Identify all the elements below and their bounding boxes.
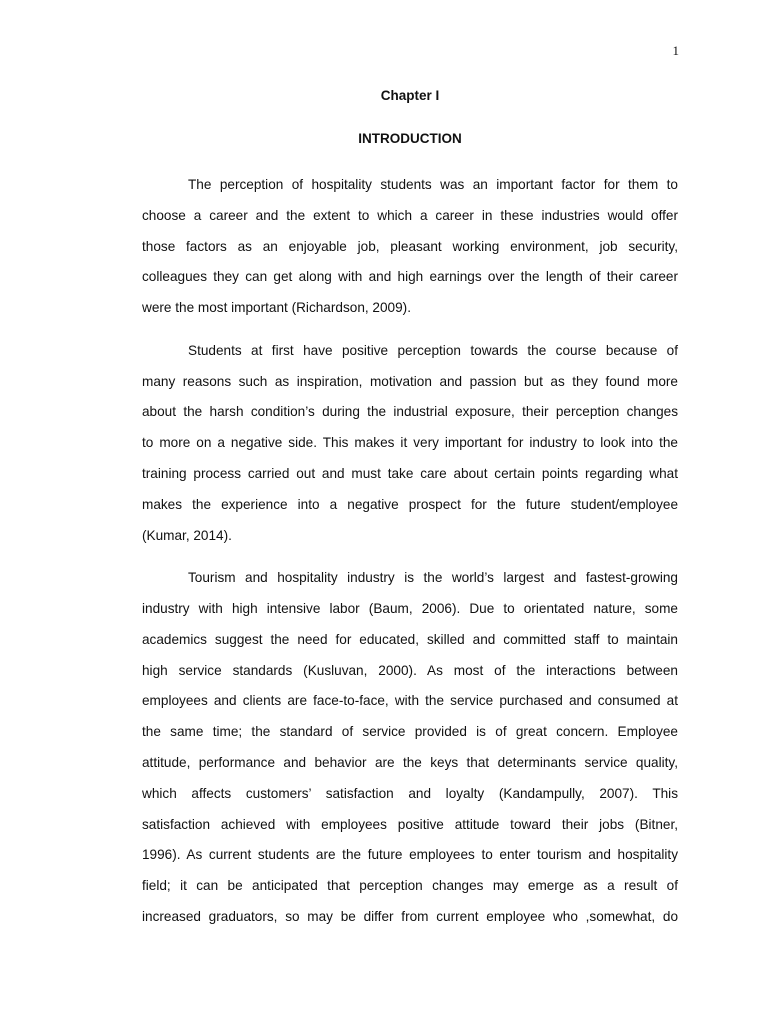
paragraph-line: academics suggest the need for educated, skilled and committed staff to maintain xyxy=(142,631,678,647)
paragraph-line: employees and clients are face-to-face, with the service purchased and consumed at xyxy=(142,693,678,709)
paragraph-line: attitude, performance and behavior are the keys that determinants service quality, xyxy=(142,754,678,770)
paragraph-line: makes the experience into a negative prospect for the future student/employee xyxy=(142,496,678,512)
paragraph-line: The perception of hospitality students was an important factor for them to xyxy=(188,177,678,192)
paragraph-line: satisfaction achieved with employees positive attitude toward their jobs (Bitner, xyxy=(142,816,678,832)
paragraph-1 xyxy=(142,170,678,324)
page-number: 1 xyxy=(672,43,679,58)
paragraph-line: to more on a negative side. This makes it very important for industry to look into the xyxy=(142,435,678,451)
paragraph-3 xyxy=(142,563,678,933)
paragraph-line: colleagues they can get along with and high earnings over the length of their career xyxy=(142,269,678,285)
paragraph-line: those factors as an enjoyable job, pleasant working environment, job security, xyxy=(142,238,678,254)
body-text xyxy=(142,170,678,945)
paragraph-line: the same time; the standard of service provided is of great concern. Employee xyxy=(142,724,678,740)
paragraph-line: 1996). As current students are the future employees to enter tourism and hospitality xyxy=(142,847,678,863)
paragraph-line: Tourism and hospitality industry is the world’s largest and fastest-growing xyxy=(188,570,678,586)
paragraph-2 xyxy=(142,336,678,552)
paragraph-line: industry with high intensive labor (Baum, 2006). Due to orientated nature, some xyxy=(142,600,678,616)
paragraph-line: were the most important (Richardson, 2009). xyxy=(142,300,411,316)
section-heading: INTRODUCTION xyxy=(358,131,462,146)
paragraph-line: many reasons such as inspiration, motivation and passion but as they found more xyxy=(142,373,678,389)
chapter-label: Chapter I xyxy=(380,88,440,103)
paragraph-line: field; it can be anticipated that perception changes may emerge as a result of xyxy=(142,878,678,894)
paragraph-line: Students at first have positive perception towards the course because of xyxy=(188,342,678,358)
paragraph-line: high service standards (Kusluvan, 2000). As most of the interactions between xyxy=(142,662,678,678)
paragraph-line: (Kumar, 2014). xyxy=(142,527,232,543)
paragraph-line: which affects customers’ satisfaction and loyalty (Kandampully, 2007). This xyxy=(142,785,678,801)
paragraph-line: training process carried out and must take care about certain points regarding what xyxy=(142,465,678,481)
paragraph-line: increased graduators, so may be differ from current employee who ,somewhat, do xyxy=(142,908,678,924)
paragraph-line: about the harsh condition’s during the industrial exposure, their perception changes xyxy=(142,404,678,420)
paragraph-line: choose a career and the extent to which a career in these industries would offer xyxy=(142,207,678,223)
